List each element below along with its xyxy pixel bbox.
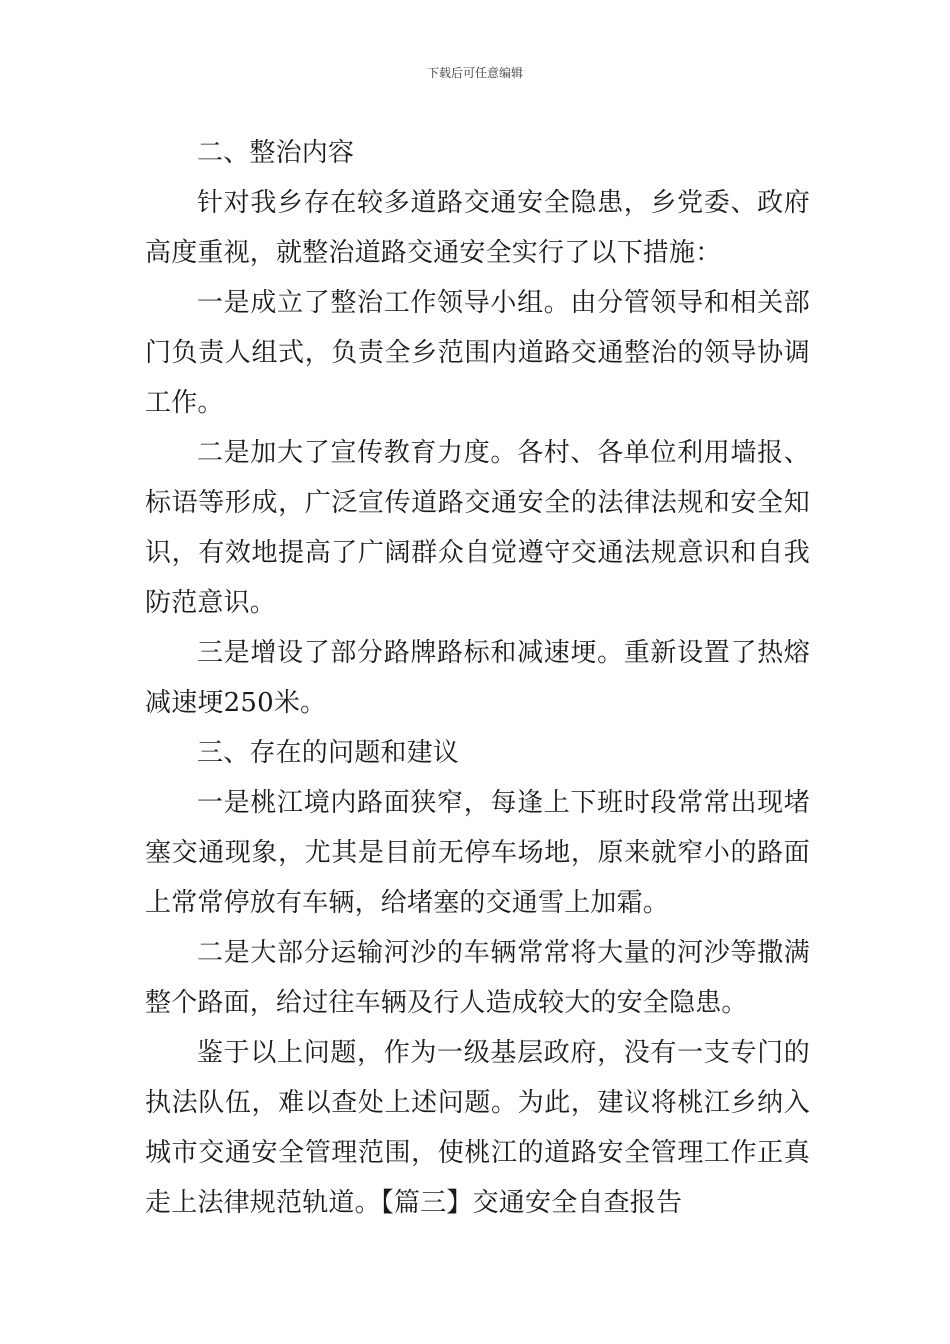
paragraph: 鉴于以上问题，作为一级基层政府，没有一支专门的执法队伍，难以查处上述问题。为此，建议将桃江乡纳入城市交通安全管理范围，使桃江的道路安全管理工作正真走上法律规范轨道。【篇三】交通安全自查报告 bbox=[145, 1038, 810, 1218]
paragraph: 针对我乡存在较多道路交通安全隐患，乡党委、政府高度重视，就整治道路交通安全实行了以下措施： bbox=[145, 188, 810, 268]
header-note: 下载后可任意编辑 bbox=[426, 66, 523, 80]
document-body bbox=[145, 128, 810, 1228]
paragraph: 二是加大了宣传教育力度。各村、各单位利用墙报、标语等形成，广泛宣传道路交通安全的法律法规和安全知识，有效地提高了广阔群众自觉遵守交通法规意识和自我防范意识。 bbox=[145, 438, 810, 618]
section-heading-problems: 三、存在的问题和建议 bbox=[197, 738, 460, 768]
paragraph: 一是成立了整治工作领导小组。由分管领导和相关部门负责人组式，负责全乡范围内道路交通整治的领导协调工作。 bbox=[145, 288, 810, 418]
section-heading-rectification: 二、整治内容 bbox=[197, 138, 355, 168]
paragraph: 三是增设了部分路牌路标和减速埂。重新设置了热熔减速埂250米。 bbox=[145, 638, 810, 718]
paragraph: 二是大部分运输河沙的车辆常常将大量的河沙等撒满整个路面，给过往车辆及行人造成较大的安全隐患。 bbox=[145, 938, 810, 1018]
paragraph: 一是桃江境内路面狭窄，每逢上下班时段常常出现堵塞交通现象，尤其是目前无停车场地，原来就窄小的路面上常常停放有车辆，给堵塞的交通雪上加霜。 bbox=[145, 788, 810, 918]
